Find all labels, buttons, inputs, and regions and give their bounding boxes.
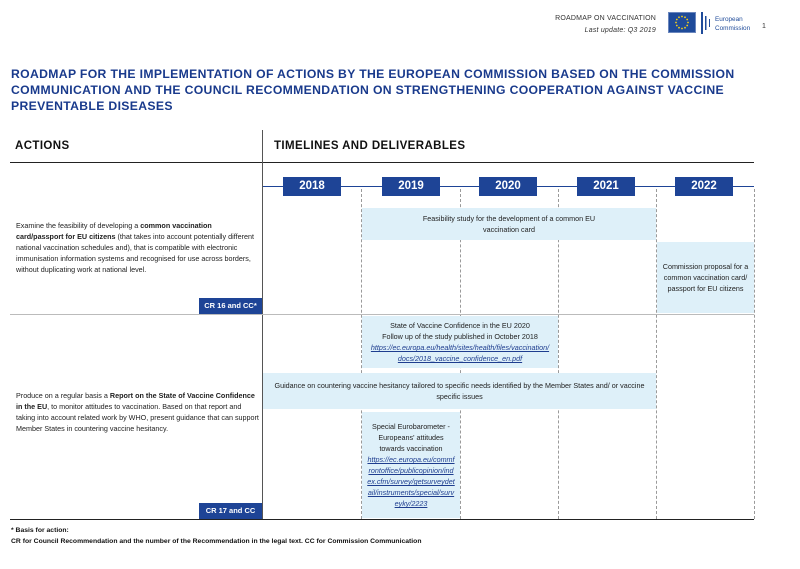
logo-line-2: Commission [715, 25, 751, 32]
actions-heading: ACTIONS [15, 140, 70, 152]
logo-divider-bars [700, 12, 712, 34]
page-number: 1 [762, 23, 766, 30]
state-report-link[interactable]: https://ec.europa.eu/health/sites/health/files/vaccination/docs/2018_vaccine_confidence_en.pdf [370, 343, 550, 363]
last-update: Last update: Q3 2019 [584, 27, 656, 34]
column-divider [262, 130, 263, 519]
logo-line-1: European [715, 16, 743, 23]
reference-badge-cr16: CR 16 and CC* [199, 298, 262, 314]
deliverable-state-report: State of Vaccine Confidence in the EU 2020 Follow up of the study published in October 2018 https://ec.europa.eu/health/sites/health/files/vaccination/docs/2018_vaccine_confidence_en.pdf [362, 316, 558, 368]
year-separator [754, 189, 755, 519]
eu-flag-logo [668, 12, 696, 33]
document-header [555, 13, 656, 37]
action-text-vaccination-card: Examine the feasibility of developing a common vaccination card/passport for EU citizens (that takes into account potentially different national vaccination schedules and), that is compatible with electronic immunisation information systems and recognised for use across borders, without duplicating work at national level. [16, 221, 254, 274]
footnote-title: * Basis for action: [11, 527, 69, 534]
year-2019: 2019 [382, 177, 440, 196]
footnote-text: CR for Council Recommendation and the number of the Recommendation in the legal text. CC for Commission Communication [11, 538, 422, 545]
heading-rule [10, 162, 754, 163]
page-title: ROADMAP FOR THE IMPLEMENTATION OF ACTIONS BY THE EUROPEAN COMMISSION BASED ON THE COMMISSION COMMUNICATION AND THE COUNCIL RECOMMENDATION ON STRENGTHENING COOPERATION AGAINST VACCINE PREVENTABLE DISEASES [11, 67, 735, 113]
reference-badge-cr17: CR 17 and CC [199, 503, 262, 519]
action-highlight: common vaccination card/passport for EU citizens [16, 221, 212, 241]
logo-text [715, 15, 750, 33]
deliverable-feasibility-study: Feasibility study for the development of a common EU vaccination card [362, 208, 656, 240]
timelines-heading: TIMELINES AND DELIVERABLES [274, 140, 466, 152]
year-2018: 2018 [283, 177, 341, 196]
table-bottom-rule [10, 519, 754, 520]
deliverable-eurobarometer: Special Eurobarometer - Europeans' attitudes towards vaccination https://ec.europa.eu/commfrontoffice/publicopinion/index.cfm/survey/getsurveydetail/instruments/special/surveyky/2223 [362, 412, 460, 518]
deliverable-hesitancy-guidance: Guidance on countering vaccine hesitancy tailored to specific needs identified by the Member States and/ or vaccine specific issues [263, 373, 656, 409]
action-text-vaccine-confidence: Produce on a regular basis a Report on the State of Vaccine Confidence in the EU, to monitor attitudes to vaccination. Based on that report and taking into account related work by WHO, present guidance that can support Member States in countering vaccine hesitancy. [16, 391, 259, 433]
year-2020: 2020 [479, 177, 537, 196]
deliverable-commission-proposal: Commission proposal for a common vaccination card/ passport for EU citizens [657, 242, 754, 313]
year-2021: 2021 [577, 177, 635, 196]
eurobarometer-link[interactable]: https://ec.europa.eu/commfrontoffice/publicopinion/index.cfm/survey/getsurveydetail/instruments/special/surveyky/2223 [367, 455, 455, 508]
year-separator [656, 189, 657, 519]
row-divider [10, 314, 754, 315]
year-2022: 2022 [675, 177, 733, 196]
doc-title: ROADMAP ON VACCINATION [555, 15, 656, 22]
action-highlight: Report on the State of Vaccine Confidence in the EU [16, 391, 255, 411]
